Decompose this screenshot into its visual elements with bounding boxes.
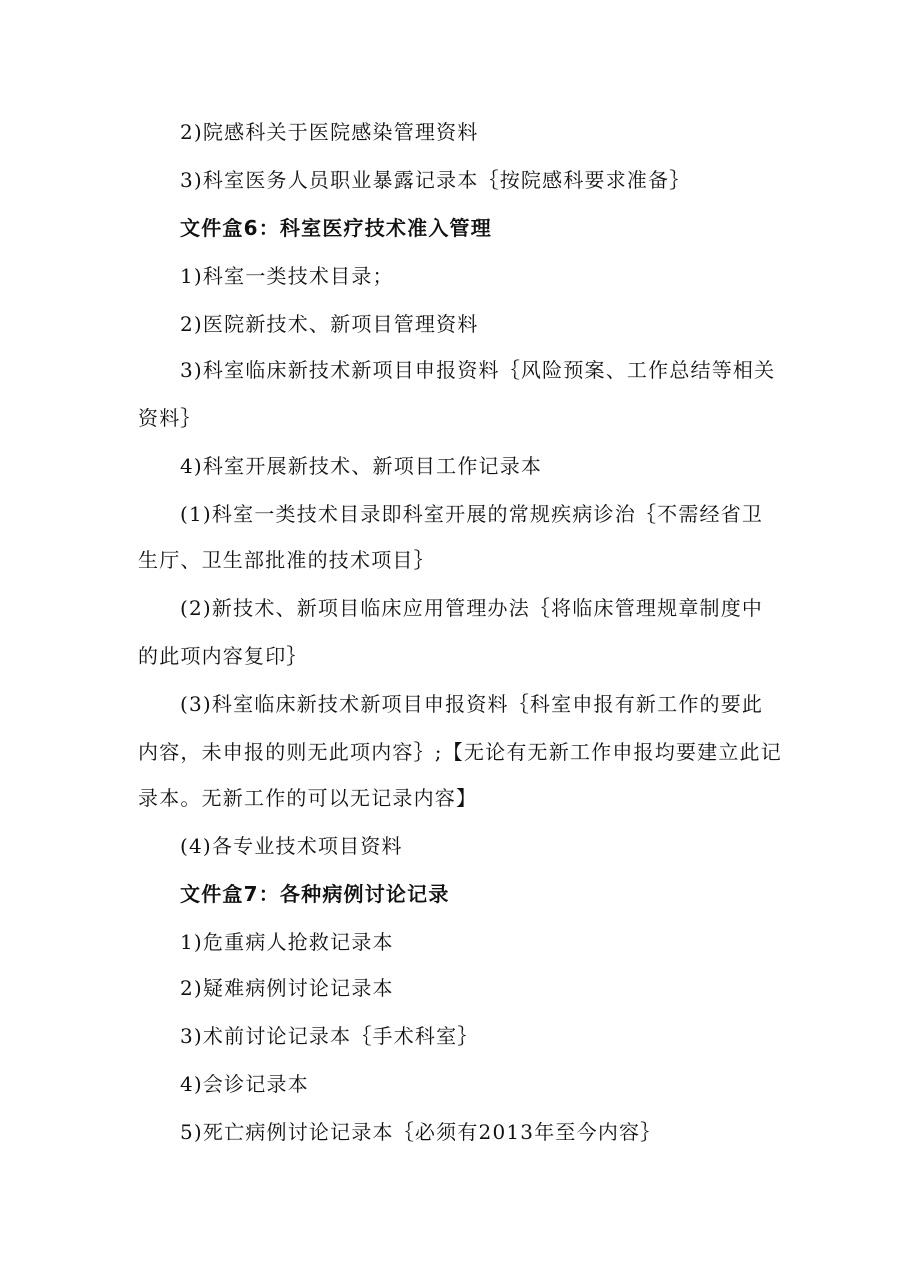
subitem-2-clinical-application-cont: 的此项内容复印｝ (138, 644, 308, 668)
item-5-death-case: 5)死亡病例讨论记录本｛必须有2013年至今内容｝ (180, 1120, 662, 1144)
subitem-1-routine-diagnosis-cont: 生厅、卫生部批准的技术项目｝ (138, 548, 435, 572)
subitem-3-application-materials-cont: 内容，未申报的则无此项内容｝;【无论有无新工作申报均要建立此记 (138, 740, 782, 764)
item-1-critical-rescue: 1)危重病人抢救记录本 (180, 930, 394, 954)
subitem-3-application-materials: (3)科室临床新技术新项目申报资料｛科室申报有新工作的要此 (180, 692, 764, 716)
section-heading-box-7: 文件盒7：各种病例讨论记录 (180, 882, 450, 906)
item-2-infection-control: 2)院感科关于医院感染管理资料 (180, 120, 479, 144)
item-3-new-tech-application: 3)科室临床新技术新项目申报资料｛风险预案、工作总结等相关 (180, 358, 776, 382)
item-1-tech-catalog: 1)科室一类技术目录； (180, 264, 394, 288)
item-3-new-tech-application-cont: 资料｝ (138, 406, 202, 430)
section-heading-box-6: 文件盒6：科室医疗技术准入管理 (180, 216, 492, 240)
item-4-work-record: 4)科室开展新技术、新项目工作记录本 (180, 454, 543, 478)
subitem-4-professional-projects: (4)各专业技术项目资料 (180, 834, 403, 858)
subitem-1-routine-diagnosis: (1)科室一类技术目录即科室开展的常规疾病诊治｛不需经省卫 (180, 502, 764, 526)
subitem-2-clinical-application: (2)新技术、新项目临床应用管理办法｛将临床管理规章制度中 (180, 596, 764, 620)
subitem-3-application-materials-cont2: 录本。无新工作的可以无记录内容】 (138, 786, 478, 810)
item-2-difficult-case: 2)疑难病例讨论记录本 (180, 976, 394, 1000)
item-3-preoperative: 3)术前讨论记录本｛手术科室｝ (180, 1024, 479, 1048)
item-3-occupational-exposure: 3)科室医务人员职业暴露记录本｛按院感科要求准备｝ (180, 168, 691, 192)
item-2-new-tech-management: 2)医院新技术、新项目管理资料 (180, 312, 479, 336)
item-4-consultation: 4)会诊记录本 (180, 1072, 309, 1096)
